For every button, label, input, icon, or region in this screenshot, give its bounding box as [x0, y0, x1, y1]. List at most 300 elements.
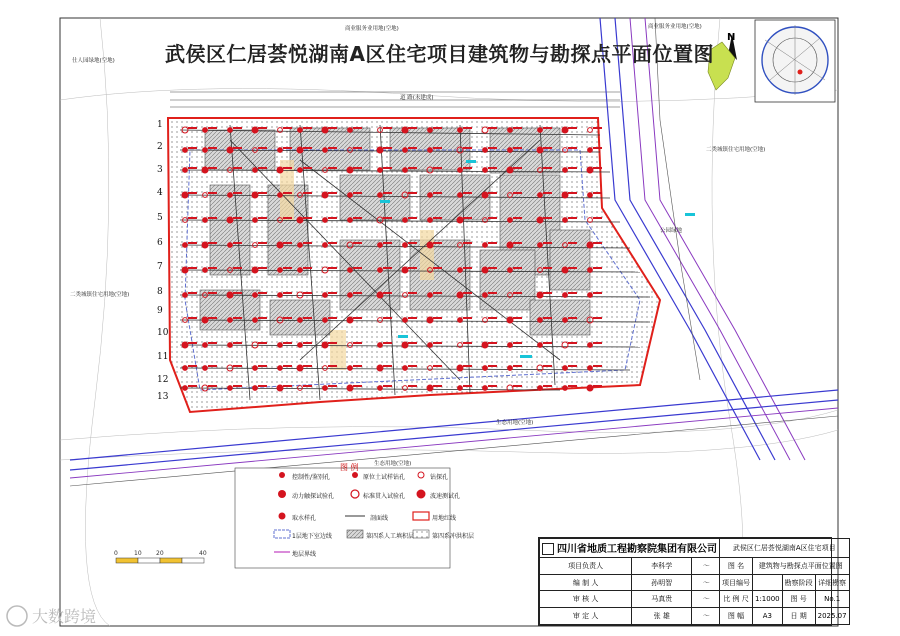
tb-phase: 详细勘察: [815, 574, 849, 591]
map-label-resid-left: 二类城镇住宅用地(空地): [70, 292, 130, 298]
borehole-marker: [253, 366, 258, 371]
borehole-marker: [483, 293, 488, 298]
tb-phase-label: 勘察阶段: [782, 574, 815, 591]
borehole-tag: [593, 365, 602, 367]
borehole-tag: [303, 127, 312, 129]
borehole-tag: [303, 167, 312, 169]
borehole-marker: [203, 148, 208, 153]
borehole-marker: [537, 217, 543, 223]
borehole-marker: [402, 342, 408, 348]
borehole-marker: [297, 147, 303, 153]
borehole-tag: [233, 385, 242, 387]
borehole-marker: [588, 293, 593, 298]
tb-field-2: 项目编号: [720, 574, 753, 591]
legend-label-sample: 原位土试样钻孔: [363, 474, 406, 481]
section-number: 3: [157, 165, 163, 175]
borehole-marker: [298, 168, 303, 173]
borehole-tag: [463, 365, 472, 367]
map-label-park-top: 仕人园绿地(空地): [72, 58, 115, 64]
map-label-commercial-1: 商业服务业用地(空地): [345, 26, 399, 32]
borehole-tag: [593, 127, 602, 129]
borehole-tag: [258, 292, 267, 294]
title-block: [538, 537, 847, 626]
borehole-marker: [378, 243, 383, 248]
borehole-tag: [283, 242, 292, 244]
borehole-marker: [378, 268, 383, 273]
borehole-marker: [183, 243, 188, 248]
borehole-marker: [322, 127, 328, 133]
borehole-marker: [588, 268, 593, 273]
borehole-tag: [258, 342, 267, 344]
borehole-tag: [543, 167, 552, 169]
borehole-tag: [208, 127, 217, 129]
project-name: 武侯区仁居荟悦湖南A区住宅项目: [720, 539, 850, 558]
borehole-tag: [593, 242, 602, 244]
borehole-marker: [428, 293, 433, 298]
borehole-tag: [258, 365, 267, 367]
legend-heading: 图 例: [340, 463, 359, 472]
borehole-tag: [283, 292, 292, 294]
tb-name-4: 张 雄: [632, 608, 692, 625]
borehole-marker: [183, 386, 188, 391]
borehole-tag: [488, 242, 497, 244]
company-name: 四川省地质工程勘察院集团有限公司: [540, 539, 720, 558]
borehole-tag: [463, 342, 472, 344]
borehole-tag: [328, 317, 337, 319]
borehole-marker: [483, 386, 488, 391]
borehole-tag: [188, 192, 197, 194]
borehole-marker: [458, 168, 463, 173]
legend-label-dynamic: 动力触探试验孔: [292, 493, 335, 500]
borehole-tag: [303, 365, 312, 367]
borehole-tag: [433, 267, 442, 269]
borehole-marker: [587, 385, 593, 391]
tb-field-3: 比 例 尺: [720, 591, 753, 608]
borehole-marker: [183, 366, 188, 371]
borehole-marker: [377, 147, 383, 153]
borehole-marker: [252, 192, 258, 198]
borehole-tag: [568, 242, 577, 244]
borehole-tag: [328, 167, 337, 169]
legend-label-basement: 1层地下室边线: [292, 533, 332, 540]
borehole-tag: [513, 342, 522, 344]
borehole-tag: [513, 292, 522, 294]
borehole-tag: [433, 127, 442, 129]
borehole-tag: [208, 365, 217, 367]
borehole-tag: [303, 317, 312, 319]
borehole-marker: [563, 386, 568, 391]
borehole-marker: [403, 243, 408, 248]
borehole-marker: [538, 343, 543, 348]
borehole-tag: [283, 192, 292, 194]
borehole-marker: [348, 128, 353, 133]
borehole-marker: [483, 366, 488, 371]
borehole-tag: [593, 342, 602, 344]
borehole-tag: [283, 342, 292, 344]
borehole-tag: [463, 242, 472, 244]
borehole-marker: [182, 267, 188, 273]
borehole-marker: [278, 366, 283, 371]
borehole-tag: [383, 217, 392, 219]
borehole-tag: [258, 267, 267, 269]
borehole-tag: [258, 317, 267, 319]
borehole-tag: [568, 365, 577, 367]
borehole-tag: [543, 192, 552, 194]
borehole-tag: [513, 365, 522, 367]
borehole-marker: [402, 267, 408, 273]
borehole-tag: [463, 317, 472, 319]
section-number: 1: [157, 120, 163, 130]
borehole-tag: [593, 267, 602, 269]
borehole-marker: [377, 292, 383, 298]
borehole-tag: [233, 292, 242, 294]
borehole-tag: [303, 147, 312, 149]
borehole-marker: [253, 293, 258, 298]
borehole-tag: [433, 385, 442, 387]
tb-value-2: [753, 574, 783, 591]
borehole-tag: [408, 127, 417, 129]
borehole-tag: [383, 242, 392, 244]
borehole-tag: [463, 292, 472, 294]
section-number: 9: [157, 306, 163, 316]
map-label-commercial-2: 商业服务业用地(空地): [648, 24, 702, 30]
borehole-tag: [283, 167, 292, 169]
tb-name-1: 李科学: [632, 557, 692, 574]
legend-label-section: 剖面线: [370, 515, 389, 522]
signature-1: 〜: [692, 557, 720, 574]
borehole-tag: [433, 147, 442, 149]
borehole-marker: [183, 148, 188, 153]
borehole-tag: [383, 342, 392, 344]
borehole-tag: [488, 365, 497, 367]
tb-role-2: 编 制 人: [540, 574, 632, 591]
borehole-tag: [353, 127, 362, 129]
borehole-tag: [328, 242, 337, 244]
borehole-marker: [298, 128, 303, 133]
borehole-marker: [508, 148, 513, 153]
tb-field-1: 图 名: [720, 557, 753, 574]
borehole-marker: [227, 292, 233, 298]
borehole-tag: [408, 217, 417, 219]
borehole-marker: [323, 318, 328, 323]
borehole-marker: [537, 147, 543, 153]
borehole-marker: [378, 168, 383, 173]
borehole-tag: [283, 365, 292, 367]
borehole-tag: [383, 317, 392, 319]
borehole-marker: [252, 267, 258, 273]
tb-no-label: 图 号: [782, 591, 815, 608]
borehole-tag: [328, 365, 337, 367]
borehole-marker: [298, 243, 303, 248]
borehole-marker: [483, 148, 488, 153]
signature-3: 〜: [692, 591, 720, 608]
borehole-marker: [538, 386, 543, 391]
borehole-tag: [488, 292, 497, 294]
borehole-marker: [588, 148, 593, 153]
borehole-tag: [233, 242, 242, 244]
borehole-tag: [328, 147, 337, 149]
borehole-marker: [563, 318, 568, 323]
borehole-tag: [408, 267, 417, 269]
borehole-marker: [253, 318, 258, 323]
legend-label-alluvial: 第四系冲洪积层: [432, 533, 475, 540]
borehole-tag: [568, 217, 577, 219]
borehole-marker: [507, 167, 513, 173]
borehole-tag: [353, 192, 362, 194]
borehole-tag: [188, 242, 197, 244]
borehole-tag: [328, 127, 337, 129]
borehole-marker: [202, 167, 208, 173]
borehole-tag: [488, 385, 497, 387]
borehole-tag: [543, 217, 552, 219]
borehole-tag: [513, 147, 522, 149]
borehole-marker: [428, 193, 433, 198]
borehole-marker: [322, 192, 328, 198]
borehole-tag: [233, 192, 242, 194]
borehole-marker: [277, 385, 283, 391]
borehole-marker: [202, 317, 208, 323]
borehole-marker: [588, 193, 593, 198]
legend-label-water: 取水样孔: [292, 515, 317, 522]
borehole-marker: [538, 193, 543, 198]
borehole-tag: [383, 292, 392, 294]
section-number: 7: [157, 262, 163, 272]
borehole-tag: [233, 267, 242, 269]
borehole-tag: [233, 127, 242, 129]
tb-role-4: 审 定 人: [540, 608, 632, 625]
borehole-tag: [383, 127, 392, 129]
borehole-tag: [568, 127, 577, 129]
borehole-tag: [208, 242, 217, 244]
borehole-tag: [568, 167, 577, 169]
borehole-tag: [593, 192, 602, 194]
tb-role-1: 项目负责人: [540, 557, 632, 574]
borehole-tag: [543, 267, 552, 269]
borehole-tag: [543, 317, 552, 319]
borehole-tag: [233, 365, 242, 367]
borehole-tag: [328, 267, 337, 269]
borehole-tag: [233, 167, 242, 169]
borehole-marker: [427, 317, 433, 323]
borehole-tag: [568, 342, 577, 344]
borehole-marker: [347, 317, 353, 323]
tb-no: No.1: [815, 591, 849, 608]
borehole-marker: [322, 342, 328, 348]
borehole-marker: [482, 267, 488, 273]
signature-4: 〜: [692, 608, 720, 625]
section-number: 13: [157, 392, 169, 402]
borehole-tag: [463, 167, 472, 169]
borehole-marker: [348, 218, 353, 223]
compass-north-label: N: [727, 32, 736, 43]
borehole-tag: [488, 317, 497, 319]
borehole-tag: [208, 192, 217, 194]
borehole-tag: [383, 365, 392, 367]
borehole-tag: [303, 342, 312, 344]
borehole-tag: [513, 167, 522, 169]
borehole-tag: [233, 217, 242, 219]
borehole-marker: [203, 268, 208, 273]
borehole-marker: [482, 192, 488, 198]
borehole-marker: [347, 385, 353, 391]
borehole-marker: [562, 267, 568, 273]
borehole-tag: [188, 167, 197, 169]
borehole-tag: [463, 385, 472, 387]
map-label-ecology: 生态用地(空地): [496, 420, 534, 426]
borehole-tag: [433, 242, 442, 244]
borehole-marker: [588, 366, 593, 371]
borehole-marker: [203, 343, 208, 348]
section-number: 10: [157, 328, 169, 338]
borehole-tag: [568, 385, 577, 387]
borehole-tag: [258, 192, 267, 194]
borehole-marker: [427, 242, 433, 248]
borehole-tag: [433, 217, 442, 219]
borehole-tag: [568, 292, 577, 294]
scale-tick-20: 20: [156, 550, 164, 557]
borehole-marker: [203, 128, 208, 133]
borehole-tag: [543, 385, 552, 387]
borehole-tag: [408, 365, 417, 367]
borehole-tag: [208, 167, 217, 169]
borehole-tag: [383, 192, 392, 194]
borehole-tag: [258, 217, 267, 219]
borehole-tag: [208, 217, 217, 219]
borehole-marker: [347, 167, 353, 173]
borehole-tag: [568, 192, 577, 194]
borehole-tag: [433, 192, 442, 194]
borehole-marker: [253, 386, 258, 391]
borehole-tag: [593, 385, 602, 387]
borehole-tag: [513, 127, 522, 129]
scale-bar: [116, 558, 204, 563]
map-label-ecology-2: 生态用地(空地): [374, 461, 412, 467]
borehole-marker: [458, 386, 463, 391]
borehole-marker: [348, 293, 353, 298]
section-number: 8: [157, 287, 163, 297]
borehole-tag: [593, 292, 602, 294]
borehole-tag: [328, 385, 337, 387]
section-number: 11: [157, 352, 169, 362]
borehole-marker: [458, 318, 463, 323]
borehole-marker: [277, 242, 283, 248]
borehole-tag: [543, 242, 552, 244]
borehole-tag: [543, 342, 552, 344]
borehole-tag: [328, 292, 337, 294]
legend-label-fill: 第四系人工填积层: [366, 533, 415, 540]
tb-name-3: 马真贵: [632, 591, 692, 608]
borehole-marker: [427, 385, 433, 391]
borehole-marker: [182, 342, 188, 348]
borehole-tag: [593, 217, 602, 219]
borehole-marker: [278, 343, 283, 348]
scale-tick-40: 40: [199, 550, 207, 557]
borehole-tag: [463, 217, 472, 219]
borehole-tag: [353, 365, 362, 367]
borehole-marker: [508, 128, 513, 133]
borehole-marker: [403, 218, 408, 223]
borehole-marker: [183, 168, 188, 173]
borehole-tag: [303, 242, 312, 244]
borehole-tag: [488, 127, 497, 129]
borehole-marker: [403, 318, 408, 323]
borehole-marker: [378, 343, 383, 348]
borehole-tag: [188, 385, 197, 387]
borehole-tag: [568, 147, 577, 149]
borehole-tag: [208, 292, 217, 294]
borehole-marker: [203, 218, 208, 223]
borehole-tag: [543, 147, 552, 149]
borehole-tag: [188, 292, 197, 294]
borehole-tag: [513, 385, 522, 387]
borehole-tag: [283, 127, 292, 129]
legend-box: [235, 468, 450, 568]
borehole-tag: [353, 242, 362, 244]
borehole-tag: [408, 292, 417, 294]
borehole-marker: [457, 365, 463, 371]
watermark-text: 大数跨境: [32, 607, 97, 626]
borehole-marker: [348, 366, 353, 371]
tb-value-1: 建筑物与勘探点平面位置图: [753, 557, 850, 574]
borehole-tag: [258, 127, 267, 129]
borehole-marker: [403, 168, 408, 173]
borehole-marker: [403, 366, 408, 371]
borehole-tag: [258, 385, 267, 387]
tb-field-4: 图 幅: [720, 608, 753, 625]
tb-value-4: A3: [753, 608, 783, 625]
borehole-tag: [543, 365, 552, 367]
section-number: 2: [157, 142, 163, 152]
section-number: 6: [157, 238, 163, 248]
borehole-marker: [563, 168, 568, 173]
borehole-tag: [383, 385, 392, 387]
borehole-tag: [433, 317, 442, 319]
borehole-tag: [353, 342, 362, 344]
borehole-tag: [433, 342, 442, 344]
borehole-marker: [563, 293, 568, 298]
borehole-marker: [537, 292, 543, 298]
borehole-tag: [208, 385, 217, 387]
borehole-marker: [182, 192, 188, 198]
borehole-marker: [228, 243, 233, 248]
borehole-marker: [297, 365, 303, 371]
borehole-marker: [538, 243, 543, 248]
borehole-tag: [353, 267, 362, 269]
borehole-marker: [483, 168, 488, 173]
borehole-tag: [303, 292, 312, 294]
borehole-tag: [568, 267, 577, 269]
borehole-marker: [203, 366, 208, 371]
borehole-marker: [563, 218, 568, 223]
borehole-marker: [457, 217, 463, 223]
borehole-marker: [458, 128, 463, 133]
borehole-marker: [563, 366, 568, 371]
borehole-tag: [433, 365, 442, 367]
borehole-tag: [188, 147, 197, 149]
tb-role-3: 审 核 人: [540, 591, 632, 608]
borehole-tag: [513, 217, 522, 219]
borehole-tag: [488, 217, 497, 219]
borehole-marker: [298, 343, 303, 348]
scale-tick-0: 0: [114, 550, 118, 557]
borehole-marker: [457, 292, 463, 298]
borehole-marker: [298, 268, 303, 273]
borehole-tag: [188, 127, 197, 129]
map-label-park-right: 公园绿地: [660, 228, 683, 234]
borehole-marker: [403, 148, 408, 153]
tb-date: 2025.07: [815, 608, 849, 625]
borehole-tag: [433, 292, 442, 294]
